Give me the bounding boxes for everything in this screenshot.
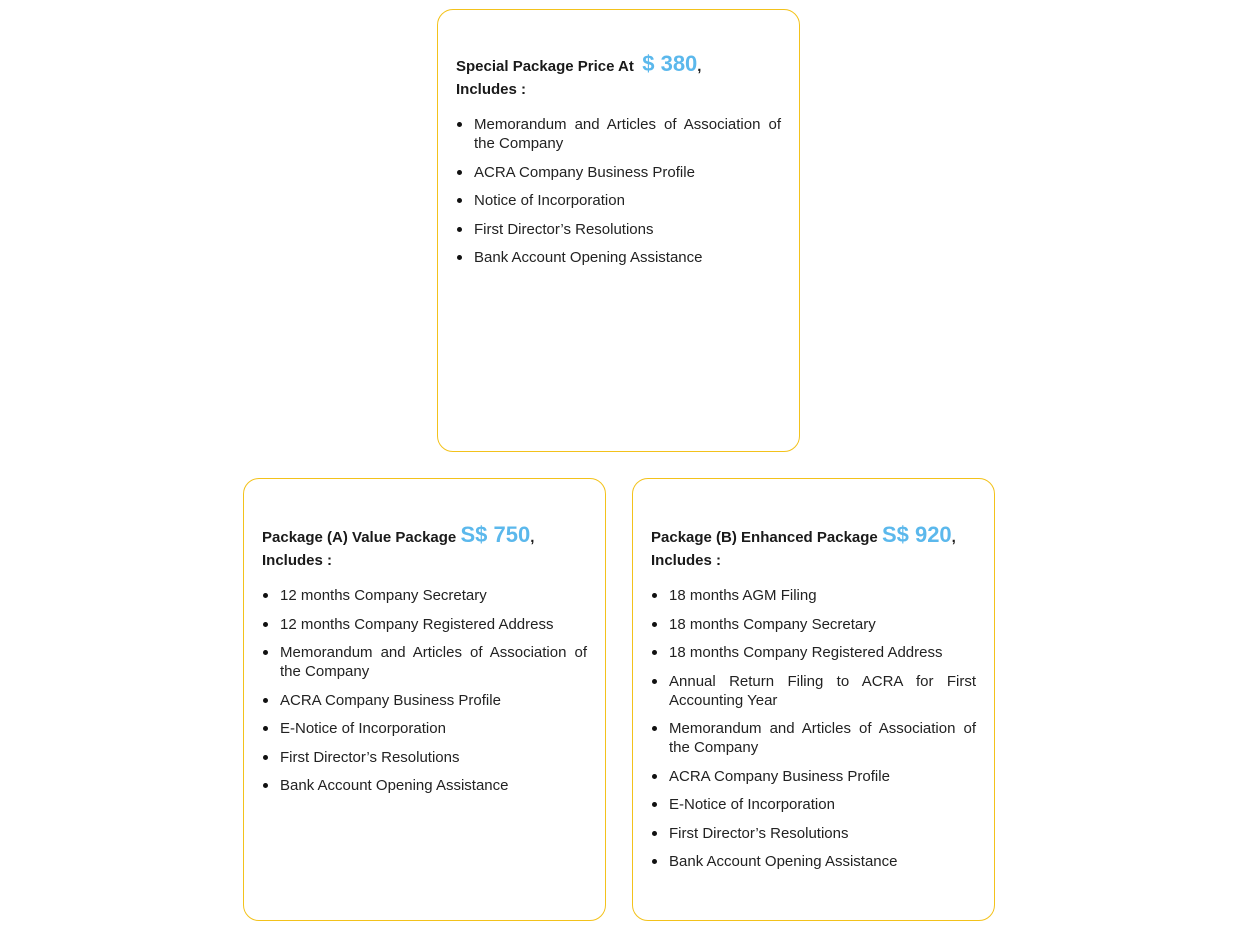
package-a-card — [243, 478, 606, 921]
package-a-title: Package (A) Value Package — [262, 529, 457, 546]
package-a-price: S$ 750 — [460, 522, 531, 547]
list-item: Memorandum and Articles of Association of the Company — [651, 719, 976, 757]
package-b-comma: , — [951, 529, 956, 546]
package-a-heading — [262, 523, 587, 572]
list-item: E-Notice of Incorporation — [262, 719, 587, 738]
special-package-feature-list — [456, 115, 781, 267]
special-package-includes-label: Includes : — [456, 81, 527, 98]
package-b-feature-list — [651, 586, 976, 871]
list-item: ACRA Company Business Profile — [262, 691, 587, 710]
special-package-title: Special Package Price At — [456, 58, 634, 75]
list-item: Annual Return Filing to ACRA for First Accounting Year — [651, 672, 976, 710]
list-item: Bank Account Opening Assistance — [456, 248, 781, 267]
list-item: Bank Account Opening Assistance — [651, 852, 976, 871]
special-package-card — [437, 9, 800, 452]
special-package-price: $ 380 — [642, 51, 698, 76]
package-b-card — [632, 478, 995, 921]
list-item: Memorandum and Articles of Association of the Company — [262, 643, 587, 681]
package-b-heading — [651, 523, 976, 572]
list-item: 18 months Company Secretary — [651, 615, 976, 634]
list-item: E-Notice of Incorporation — [651, 795, 976, 814]
list-item: ACRA Company Business Profile — [456, 163, 781, 182]
package-a-comma: , — [530, 529, 535, 546]
list-item: First Director’s Resolutions — [456, 220, 781, 239]
list-item: 12 months Company Registered Address — [262, 615, 587, 634]
list-item: ACRA Company Business Profile — [651, 767, 976, 786]
list-item: Notice of Incorporation — [456, 191, 781, 210]
special-package-comma: , — [697, 58, 702, 75]
list-item: 18 months Company Registered Address — [651, 643, 976, 662]
list-item: Memorandum and Articles of Association of the Company — [456, 115, 781, 153]
package-a-includes-label: Includes : — [262, 552, 333, 569]
package-b-includes-label: Includes : — [651, 552, 722, 569]
list-item: First Director’s Resolutions — [262, 748, 587, 767]
package-b-title: Package (B) Enhanced Package — [651, 529, 878, 546]
package-b-price: S$ 920 — [881, 522, 952, 547]
list-item: 18 months AGM Filing — [651, 586, 976, 605]
list-item: 12 months Company Secretary — [262, 586, 587, 605]
list-item: Bank Account Opening Assistance — [262, 776, 587, 795]
special-package-heading — [456, 52, 781, 101]
list-item: First Director’s Resolutions — [651, 824, 976, 843]
package-a-feature-list — [262, 586, 587, 795]
